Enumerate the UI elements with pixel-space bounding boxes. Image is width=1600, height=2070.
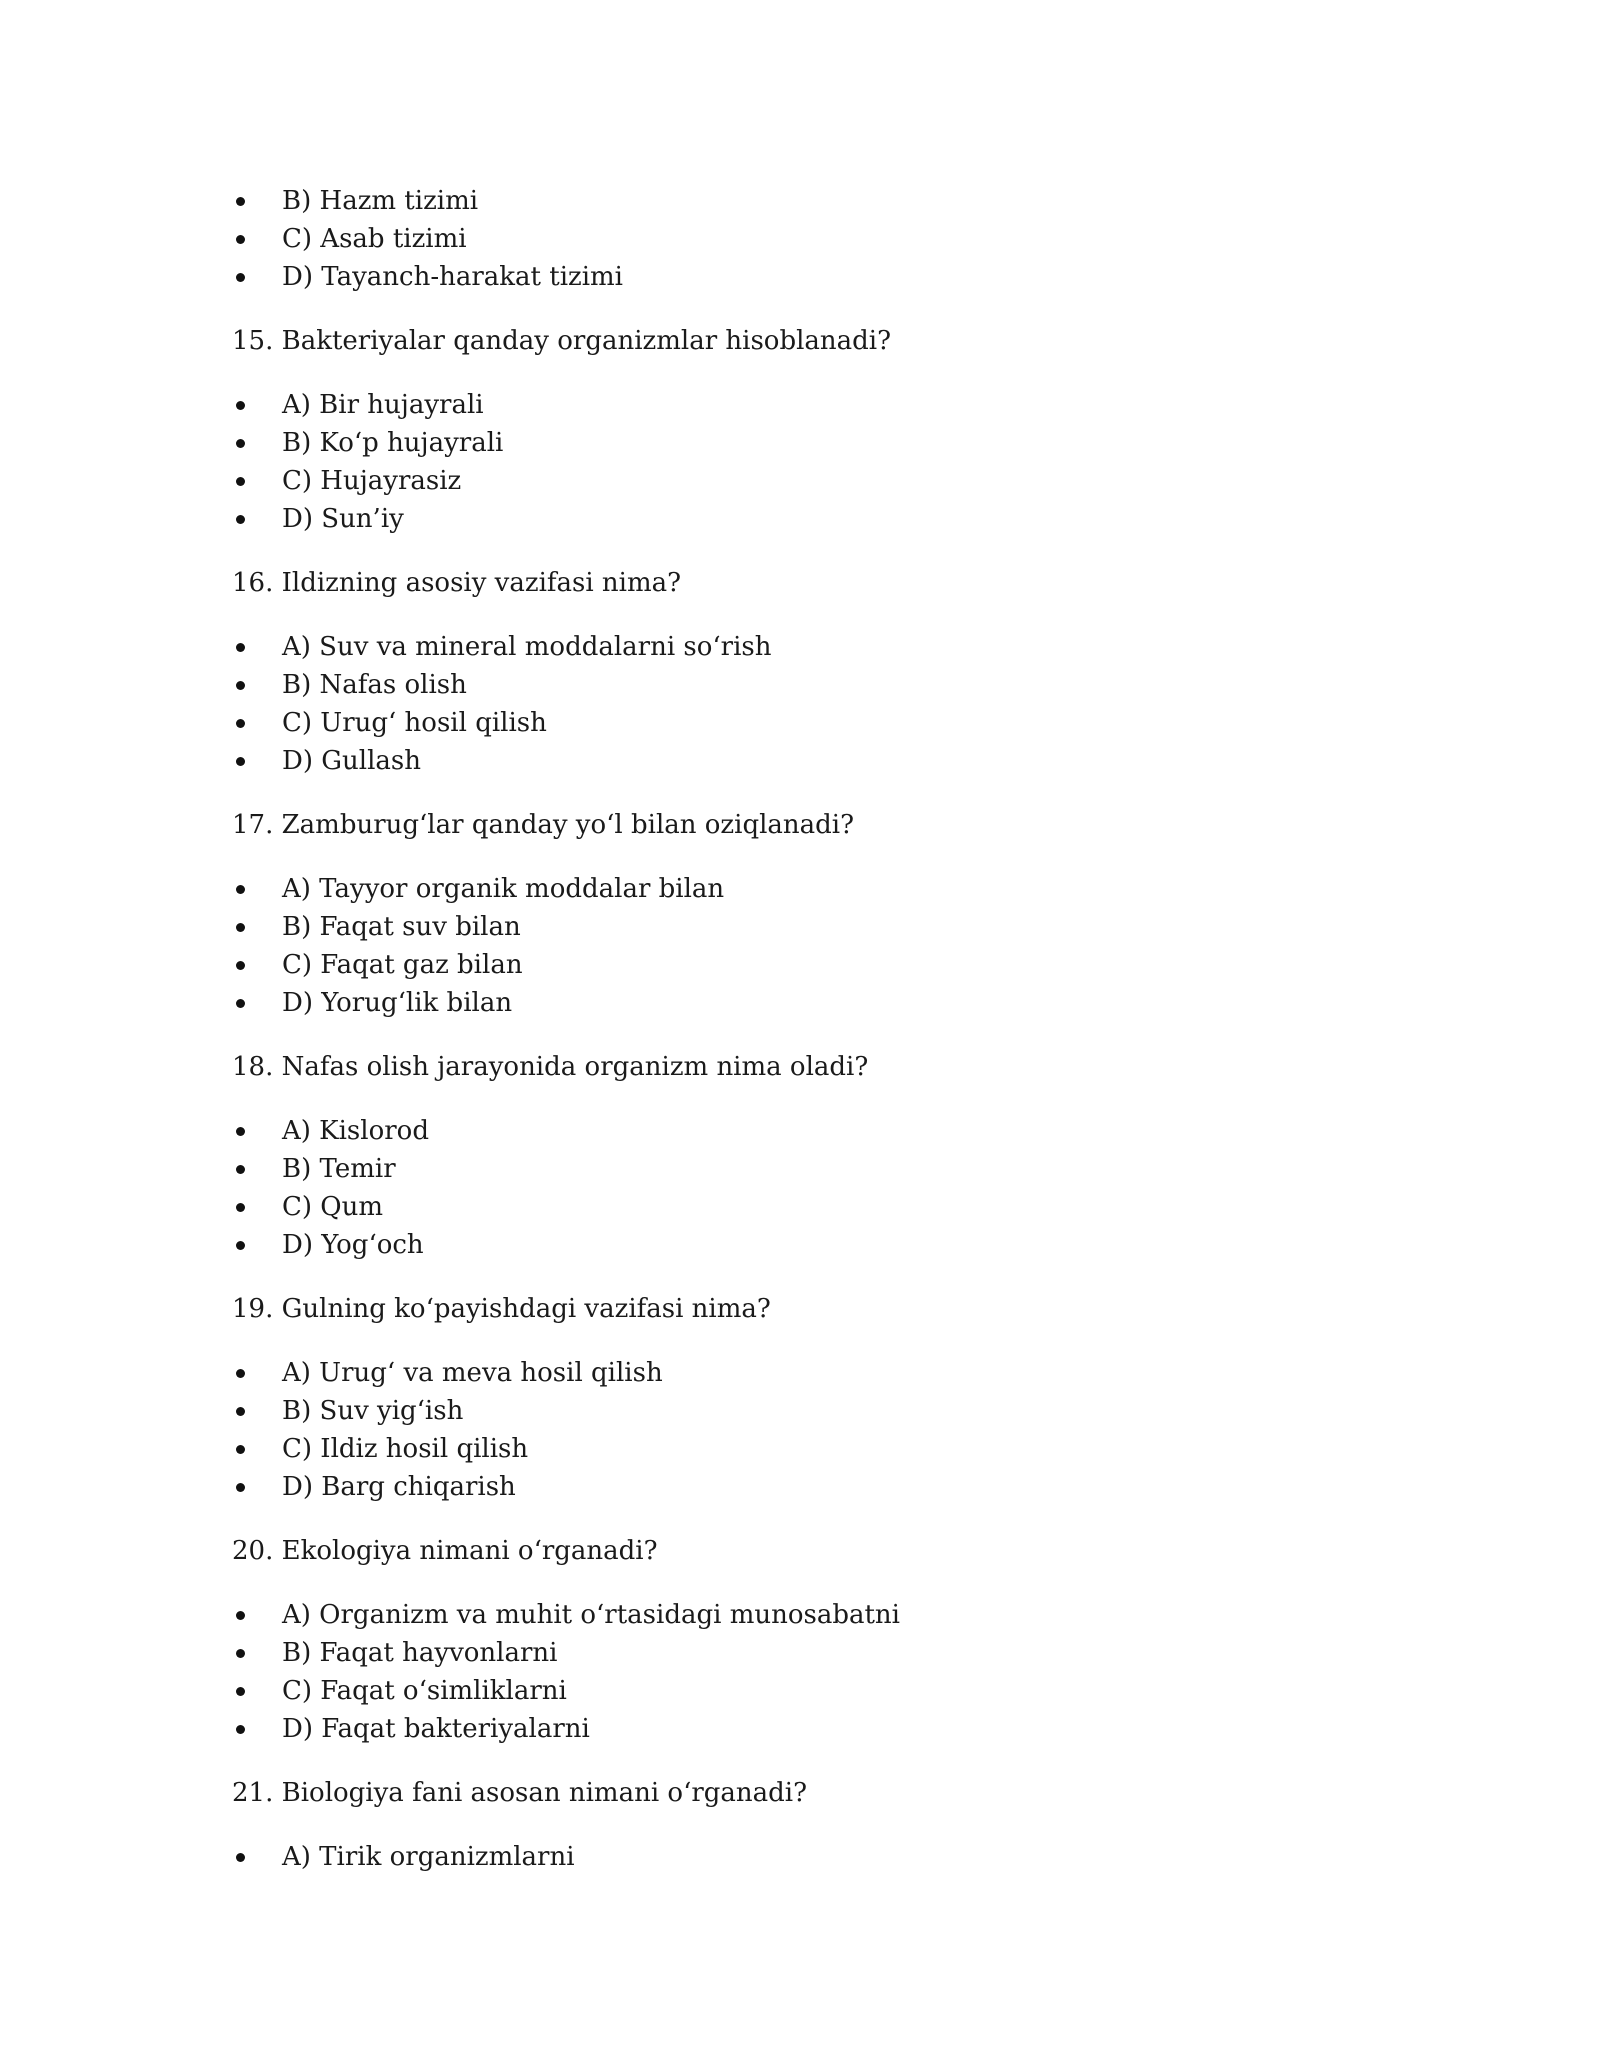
question-16: 16. Ildizning asosiy vazifasi nima? xyxy=(232,568,682,598)
option-item xyxy=(232,182,1432,220)
option-item xyxy=(232,258,1432,296)
bullet-icon xyxy=(236,1369,245,1378)
option-item xyxy=(232,220,1432,258)
bullet-icon xyxy=(236,1241,245,1250)
option-item xyxy=(232,424,1432,462)
bullet-icon xyxy=(236,401,245,410)
bullet-icon xyxy=(236,643,245,652)
option-text: B) Faqat suv bilan xyxy=(282,912,521,942)
option-text: B) Faqat hayvonlarni xyxy=(282,1638,558,1668)
option-item xyxy=(232,666,1432,704)
options-list-15 xyxy=(232,386,1432,538)
option-item xyxy=(232,742,1432,780)
option-text: A) Urug‘ va meva hosil qilish xyxy=(282,1358,663,1388)
option-text: A) Suv va mineral moddalarni so‘rish xyxy=(282,632,772,662)
option-item xyxy=(232,946,1432,984)
option-text: A) Kislorod xyxy=(282,1116,429,1146)
bullet-icon xyxy=(236,1445,245,1454)
option-text: B) Nafas olish xyxy=(282,670,467,700)
bullet-icon xyxy=(236,1165,245,1174)
option-text: D) Barg chiqarish xyxy=(282,1472,516,1502)
bullet-icon xyxy=(236,961,245,970)
option-text: C) Hujayrasiz xyxy=(282,466,462,496)
option-item xyxy=(232,908,1432,946)
bullet-icon xyxy=(236,439,245,448)
option-text: B) Hazm tizimi xyxy=(282,186,479,216)
option-text: D) Yog‘och xyxy=(282,1230,424,1260)
option-item xyxy=(232,1354,1432,1392)
leading-options-list xyxy=(232,182,1432,296)
option-text: B) Ko‘p hujayrali xyxy=(282,428,504,458)
option-item xyxy=(232,462,1432,500)
bullet-icon xyxy=(236,757,245,766)
option-text: B) Suv yig‘ish xyxy=(282,1396,464,1426)
option-item xyxy=(232,1596,1432,1634)
option-text: D) Faqat bakteriyalarni xyxy=(282,1714,590,1744)
option-text: A) Tayyor organik moddalar bilan xyxy=(282,874,725,904)
options-list-18 xyxy=(232,1112,1432,1264)
bullet-icon xyxy=(236,477,245,486)
options-list-20 xyxy=(232,1596,1432,1748)
option-item xyxy=(232,1672,1432,1710)
option-text: D) Yorug‘lik bilan xyxy=(282,988,513,1018)
bullet-icon xyxy=(236,273,245,282)
option-text: C) Asab tizimi xyxy=(282,224,467,254)
options-list-17 xyxy=(232,870,1432,1022)
options-list-16 xyxy=(232,628,1432,780)
option-text: C) Faqat gaz bilan xyxy=(282,950,523,980)
bullet-icon xyxy=(236,1853,245,1862)
option-item xyxy=(232,1430,1432,1468)
option-text: C) Ildiz hosil qilish xyxy=(282,1434,529,1464)
bullet-icon xyxy=(236,923,245,932)
option-item xyxy=(232,984,1432,1022)
bullet-icon xyxy=(236,515,245,524)
option-text: C) Urug‘ hosil qilish xyxy=(282,708,547,738)
option-item xyxy=(232,1150,1432,1188)
option-text: A) Tirik organizmlarni xyxy=(282,1842,575,1872)
bullet-icon xyxy=(236,235,245,244)
bullet-icon xyxy=(236,1649,245,1658)
option-item xyxy=(232,1112,1432,1150)
question-21: 21. Biologiya fani asosan nimani o‘rganadi? xyxy=(232,1778,808,1808)
option-item xyxy=(232,1392,1432,1430)
option-item xyxy=(232,1468,1432,1506)
bullet-icon xyxy=(236,1725,245,1734)
bullet-icon xyxy=(236,197,245,206)
option-text: D) Gullash xyxy=(282,746,421,776)
bullet-icon xyxy=(236,719,245,728)
bullet-icon xyxy=(236,1127,245,1136)
bullet-icon xyxy=(236,1611,245,1620)
question-18: 18. Nafas olish jarayonida organizm nima oladi? xyxy=(232,1052,869,1082)
option-item xyxy=(232,870,1432,908)
option-text: C) Qum xyxy=(282,1192,384,1222)
bullet-icon xyxy=(236,681,245,690)
option-item xyxy=(232,628,1432,666)
option-item xyxy=(232,1710,1432,1748)
question-20: 20. Ekologiya nimani o‘rganadi? xyxy=(232,1536,658,1566)
options-list-19 xyxy=(232,1354,1432,1506)
option-item xyxy=(232,386,1432,424)
question-15: 15. Bakteriyalar qanday organizmlar hisoblanadi? xyxy=(232,326,892,356)
bullet-icon xyxy=(236,1407,245,1416)
option-item xyxy=(232,500,1432,538)
question-17: 17. Zamburug‘lar qanday yo‘l bilan oziqlanadi? xyxy=(232,810,855,840)
option-text: C) Faqat o‘simliklarni xyxy=(282,1676,567,1706)
option-item xyxy=(232,1188,1432,1226)
option-text: B) Temir xyxy=(282,1154,396,1184)
option-item xyxy=(232,704,1432,742)
question-19: 19. Gulning ko‘payishdagi vazifasi nima? xyxy=(232,1294,771,1324)
option-item xyxy=(232,1226,1432,1264)
option-text: D) Sun’iy xyxy=(282,504,404,534)
bullet-icon xyxy=(236,1483,245,1492)
option-item xyxy=(232,1634,1432,1672)
bullet-icon xyxy=(236,1203,245,1212)
option-text: A) Organizm va muhit o‘rtasidagi munosabatni xyxy=(282,1600,900,1630)
option-text: D) Tayanch-harakat tizimi xyxy=(282,262,623,292)
bullet-icon xyxy=(236,999,245,1008)
bullet-icon xyxy=(236,1687,245,1696)
option-text: A) Bir hujayrali xyxy=(282,390,484,420)
option-item xyxy=(232,1838,1432,1876)
options-list-21 xyxy=(232,1838,1432,1876)
bullet-icon xyxy=(236,885,245,894)
document-page xyxy=(232,182,1432,1876)
